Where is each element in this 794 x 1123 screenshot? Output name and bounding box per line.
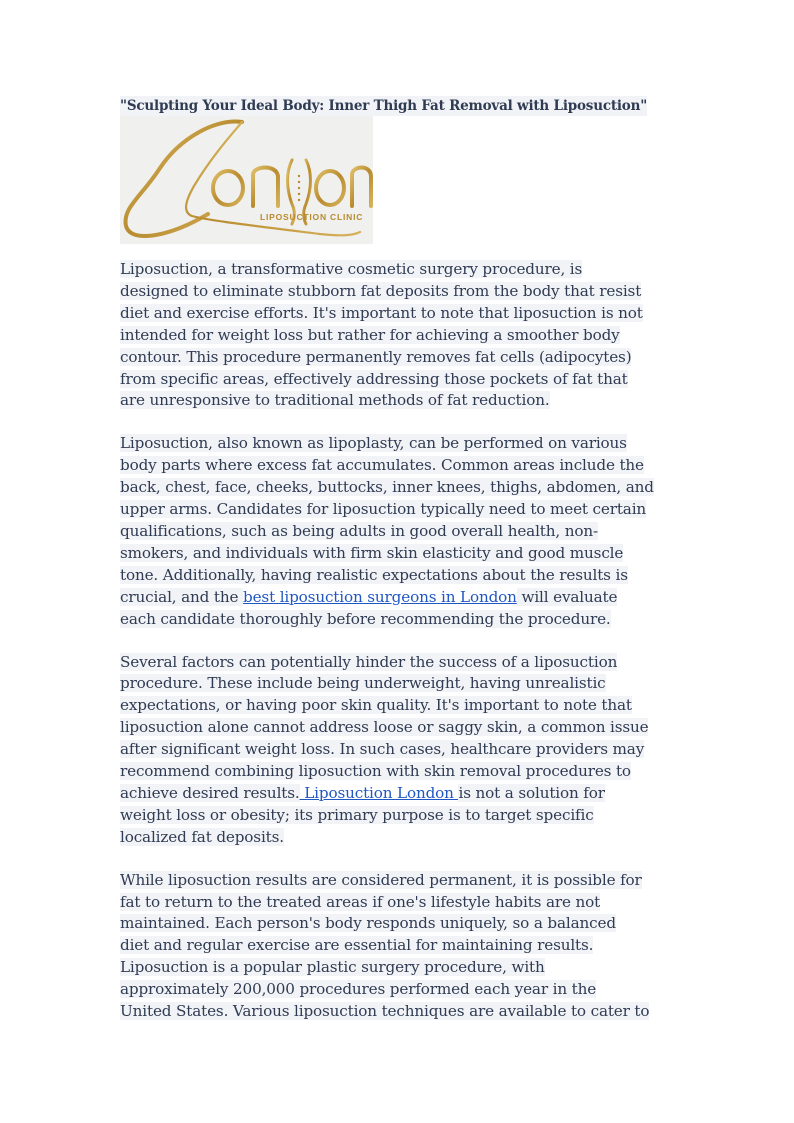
- paragraph-3: [120, 652, 676, 849]
- document-title-row: [120, 96, 676, 116]
- logo-flourish-l: [125, 121, 242, 236]
- paragraph-2: [120, 433, 676, 630]
- paragraph-line: approximately 200,000 procedures performed each year in the: [120, 980, 597, 999]
- paragraph-line: maintained. Each person's body responds uniquely, so a balanced: [120, 914, 616, 933]
- paragraph-line: United States. Various liposuction techniques are available to cater to: [120, 1002, 650, 1021]
- paragraph-line: expectations, or having poor skin quality. It's important to note that: [120, 696, 632, 715]
- paragraph-line: fat to return to the treated areas if one's lifestyle habits are not: [120, 892, 601, 911]
- logo-letter-o1: [213, 171, 243, 205]
- paragraph-line: back, chest, face, cheeks, buttocks, inner knees, thighs, abdomen, and: [120, 478, 654, 497]
- paragraph-line: Liposuction, a transformative cosmetic surgery procedure, is: [120, 260, 583, 278]
- paragraph-line: upper arms. Candidates for liposuction typically need to meet certain: [120, 500, 647, 519]
- paragraph-line: smokers, and individuals with firm skin elasticity and good muscle: [120, 543, 624, 562]
- paragraph-line: from specific areas, effectively addressing those pockets of fat that: [120, 369, 628, 388]
- document-title: "Sculpting Your Ideal Body: Inner Thigh Fat Removal with Liposuction": [120, 98, 648, 114]
- best-surgeons-link[interactable]: best liposuction surgeons in London: [243, 587, 517, 606]
- paragraph-line-with-link: achieve desired results. Liposuction London is not a solution for: [120, 783, 605, 802]
- paragraph-line: diet and regular exercise are essential for maintaining results.: [120, 936, 594, 955]
- paragraph-line: recommend combining liposuction with skin removal procedures to: [120, 762, 631, 781]
- paragraph-line: after significant weight loss. In such cases, healthcare providers may: [120, 740, 645, 759]
- paragraph-line: diet and exercise efforts. It's important to note that liposuction is not: [120, 303, 643, 322]
- paragraph-line: Liposuction is a popular plastic surgery procedure, with: [120, 958, 545, 977]
- paragraph-4: [120, 870, 676, 1023]
- paragraph-line: qualifications, such as being adults in good overall health, non-: [120, 521, 598, 540]
- logo-letter-o2: [316, 171, 344, 205]
- paragraph-line: procedure. These include being underweight, having unrealistic: [120, 674, 606, 693]
- paragraph-line: intended for weight loss but rather for achieving a smoother body: [120, 325, 620, 344]
- paragraph-line: contour. This procedure permanently removes fat cells (adipocytes): [120, 347, 632, 366]
- logo-dot: [298, 181, 300, 183]
- logo-subtitle: LIPOSUCTION CLINIC: [260, 212, 364, 222]
- paragraph-line: localized fat deposits.: [120, 827, 284, 846]
- paragraph-1: [120, 259, 676, 412]
- paragraph-line: weight loss or obesity; its primary purpose is to target specific: [120, 805, 594, 824]
- paragraph-line-with-link: crucial, and the best liposuction surgeons in London will evaluate: [120, 587, 618, 606]
- paragraph-line: are unresponsive to traditional methods of fat reduction.: [120, 391, 550, 410]
- logo-letter-n1: [253, 168, 278, 207]
- paragraph-line: each candidate thoroughly before recommending the procedure.: [120, 609, 611, 628]
- logo-dot: [298, 193, 300, 195]
- document-page: [120, 96, 676, 1023]
- liposuction-london-link[interactable]: Liposuction London: [299, 783, 459, 802]
- paragraph-line: Liposuction, also known as lipoplasty, can be performed on various: [120, 434, 627, 453]
- paragraph-line: liposuction alone cannot address loose or saggy skin, a common issue: [120, 718, 649, 737]
- paragraph-line: designed to eliminate stubborn fat deposits from the body that resist: [120, 281, 642, 300]
- logo-dot: [298, 187, 300, 189]
- paragraph-line: Several factors can potentially hinder the success of a liposuction: [120, 652, 618, 671]
- clinic-logo: [120, 116, 373, 244]
- logo-dot: [298, 199, 300, 201]
- logo-letter-n2: [352, 168, 371, 207]
- logo-dot: [298, 175, 300, 177]
- paragraph-line: body parts where excess fat accumulates. Common areas include the: [120, 456, 644, 475]
- paragraph-line: While liposuction results are considered permanent, it is possible for: [120, 870, 642, 889]
- paragraph-line: tone. Additionally, having realistic expectations about the results is: [120, 565, 628, 584]
- clinic-logo-graphic: [120, 116, 373, 244]
